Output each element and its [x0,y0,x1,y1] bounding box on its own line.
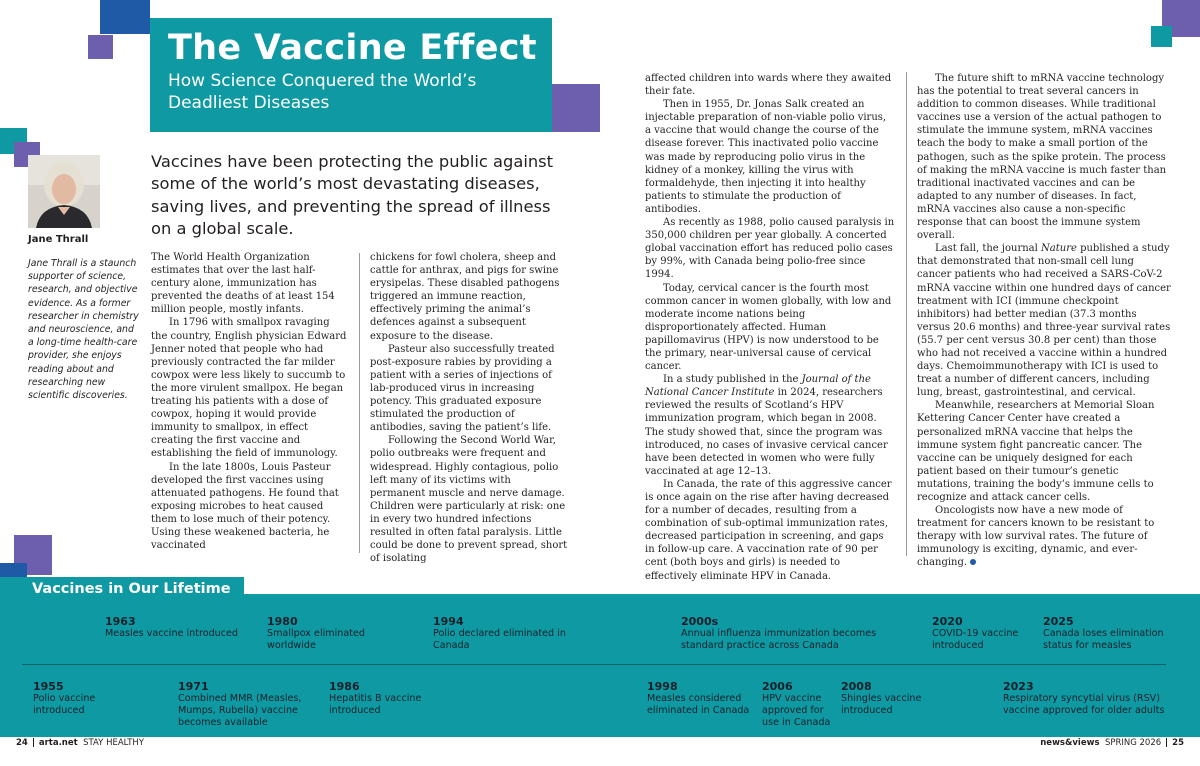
event-year: 1998 [647,680,678,693]
timeline-event [178,680,318,729]
event-year: 1963 [105,615,136,628]
decor-square [550,84,600,132]
event-description: Canada loses elimination status for measles [1043,628,1164,651]
text-run: In a study published in the [663,374,802,386]
timeline-event [105,615,255,640]
event-description: Combined MMR (Measles, Mumps, Rubella) vaccine becomes available [178,693,302,728]
paragraph: Meanwhile, researchers at Memorial Sloan Kettering Cancer Center have created a personalized mRNA vaccine that helps the immune system fight pancreatic cancer. The vaccine can be uniquely designed for each patient based on their tumour’s genetic mutations, training the body’s immune cells to recognize and attack cancer cells. [917,400,1155,503]
end-mark-icon [970,559,976,565]
paragraph: Pasteur also successfully treated post-exposure rabies by providing a patient with a series of injections of lab-produced virus in increasing potency. This graduated exposure stimulated the production of antibodies, saving the patient’s life. [370,343,555,434]
paragraph: Today, cervical cancer is the fourth most common cancer in women globally, with low and moderate income nations being disproportionately affected. Human papillomavirus (HPV) is now understood to be the primary, near-universal cause of cervical cancer. [645,282,892,373]
timeline-event [762,680,836,729]
article-column-2 [370,251,568,565]
event-year: 2025 [1043,615,1074,628]
event-description: Polio vaccine introduced [33,693,96,716]
event-year: 2020 [932,615,963,628]
paragraph: The World Health Organization estimates that over the last half-century alone, immunization has prevented the deaths of at least 154 million people, mostly infants. [151,252,335,316]
text-run: published a study that demonstrated that non-small cell lung cancer patients who had received a SARS-CoV-2 mRNA vaccine within one hundred days of cancer treatment with ICI (immune checkpoint inhibitors) had better median (37.3 months versus 20.6 months) and three-year survival rates (55.7 per cent versus 30.8 per cent) than those who had not received a vaccine within a hundred days. Chemoimmunotherapy with ICI is used to treat a number of different cancers, including lung, breast, gastrointestinal, and cervical. [917,243,1171,399]
journal-title: Journal of the National Cancer Institute [645,374,871,399]
event-year: 1986 [329,680,360,693]
paragraph: Then in 1955, Dr. Jonas Salk created an injectable preparation of non-viable polio virus, a vaccine that would change the course of the disease forever. This inactivated polio vaccine was made by reproducing polio virus in the kidney of a monkey, killing the virus with formaldehyde, then injecting it into healthy patients to stimulate the production of antibodies. [645,99,887,215]
event-description: Shingles vaccine introduced [841,693,922,716]
article-column-3 [645,72,895,583]
event-description: Respiratory syncytial virus (RSV) vaccine approved for older adults [1003,693,1165,716]
timeline-event [841,680,941,717]
event-year: 1994 [433,615,464,628]
journal-title: Nature [1041,243,1077,255]
timeline-event [1003,680,1195,717]
paragraph: Following the Second World War, polio outbreaks were frequent and widespread. Highly contagious, polio left many of its victims with permanent muscle and nerve damage. Children were particularly at risk: one in every two hundred infections resulted in often fatal paralysis. Little could be done to prevent spread, short of isolating [370,435,568,565]
paragraph: As recently as 1988, polio caused paralysis in 350,000 children per year globally. A concerted global vaccination effort has reduced polio cases by 99%, with Canada being polio-free since 1994. [645,217,895,281]
paragraph [645,373,895,478]
column-rule [906,72,907,556]
timeline-event [329,680,429,717]
paragraph: In the late 1800s, Louis Pasteur developed the first vaccines using attenuated pathogens. He found that exposing microbes to heat caused them to lose much of their potency. Using these weakened bacteria, he vaccinated [151,461,339,552]
paragraph [917,504,1171,569]
event-year: 2000s [681,615,719,628]
timeline-heading: Vaccines in Our Lifetime [0,577,244,604]
event-description: Hepatitis B vaccine introduced [329,693,422,716]
timeline-event [433,615,593,652]
event-year: 1980 [267,615,298,628]
page-number: 24 [16,738,28,748]
footer-left [16,738,144,752]
footer-right [1040,738,1184,752]
decor-square [88,35,113,59]
decor-square [1151,26,1172,47]
intro-deck: Vaccines have been protecting the public against some of the world’s most devastating diseases, saving lives, and preventing the spread of illness on a global scale. [151,152,554,239]
timeline-event [267,615,392,652]
paragraph: chickens for fowl cholera, sheep and cattle for anthrax, and pigs for swine erysipelas. These disabled pathogens triggered an immune reaction, effectively priming the animal’s defences against a subsequent exposure to the disease. [370,252,560,342]
paragraph [917,242,1171,399]
event-year: 2006 [762,680,793,693]
text-run: Oncologists now have a new mode of treatment for cancers known to be resistant to therapy with low survival rates. The future of immunology is exciting, dynamic, and ever-changing. [917,505,1155,569]
footer-divider [33,738,34,747]
paragraph: In 1796 with smallpox ravaging the country, English physician Edward Jenner noted that people who had previously contracted the far milder cowpox were less likely to succumb to the more virulent smallpox. He began treating his patients with a dose of cowpox, hoping it would provide immunity to smallpox, in effect creating the first vaccine and establishing the field of immunology. [151,317,347,460]
timeline-event [33,680,143,717]
article-column-4 [917,72,1171,570]
event-description: Measles considered eliminated in Canada [647,693,750,716]
timeline-axis [22,664,1166,665]
event-description: Polio declared eliminated in Canada [433,628,566,651]
site-name: arta.net [38,738,78,748]
event-year: 1955 [33,680,64,693]
timeline-event [1043,615,1193,652]
event-description: Smallpox eliminated worldwide [267,628,365,651]
timeline-event [647,680,755,717]
event-description: HPV vaccine approved for use in Canada [762,693,831,728]
text-run: Last fall, the journal [935,243,1042,255]
text-run: in 2024, researchers reviewed the results of Scotland’s HPV immunization program, which began in 2008. The study showed that, since the program was introduced, no cases of invasive cervical cancer have been detected in women who were fully vaccinated at age 12–13. [645,387,888,477]
event-year: 1971 [178,680,209,693]
event-year: 2023 [1003,680,1034,693]
page-title: The Vaccine Effect [168,28,537,68]
paragraph: In Canada, the rate of this aggressive cancer is once again on the rise after having decreased for a number of decades, resulting from a combination of sub-optimal immunization rates, decreased participation in screening, and gaps in follow-up care. A vaccination rate of 90 per cent (both boys and girls) is needed to effectively eliminate HPV in Canada. [645,478,892,582]
article-column-1 [151,251,349,552]
author-bio: Jane Thrall is a staunch supporter of science, research, and objective evidence. As a former researcher in chemistry and neuroscience, and a long-time health-care provider, she enjoys reading about and researching new scientific discoveries. [28,258,139,402]
event-year: 2008 [841,680,872,693]
issue-name: SPRING 2026 [1104,738,1162,748]
author-photo [28,155,100,228]
event-description: Measles vaccine introduced [105,628,239,639]
publication-name: news&views [1040,738,1100,748]
timeline-event [932,615,1037,652]
page-subtitle: How Science Conquered the World’s Deadliest Diseases [168,71,477,113]
title-block [150,18,552,132]
event-description: Annual influenza immunization becomes standard practice across Canada [681,628,877,651]
timeline-event [681,615,896,652]
section-name: STAY HEALTHY [83,738,144,748]
decor-square [100,0,150,34]
paragraph: affected children into wards where they awaited their fate. [645,73,892,98]
event-description: COVID-19 vaccine introduced [932,628,1019,651]
footer-divider [1166,738,1167,747]
column-rule [359,253,360,553]
paragraph: The future shift to mRNA vaccine technology has the potential to treat several cancers in addition to common diseases. While traditional vaccines use a version of the actual pathogen to stimulate the immune system, mRNA vaccines teach the body to make a small portion of the pathogen, such as the spike protein. The process of making the mRNA vaccine is much faster than traditional inactivated vaccines and can be adapted to any number of diseases. In fact, mRNA vaccines also cause a non-specific response that can boost the immune system overall. [917,73,1167,242]
page-number: 25 [1172,738,1184,748]
author-name: Jane Thrall [28,234,89,245]
